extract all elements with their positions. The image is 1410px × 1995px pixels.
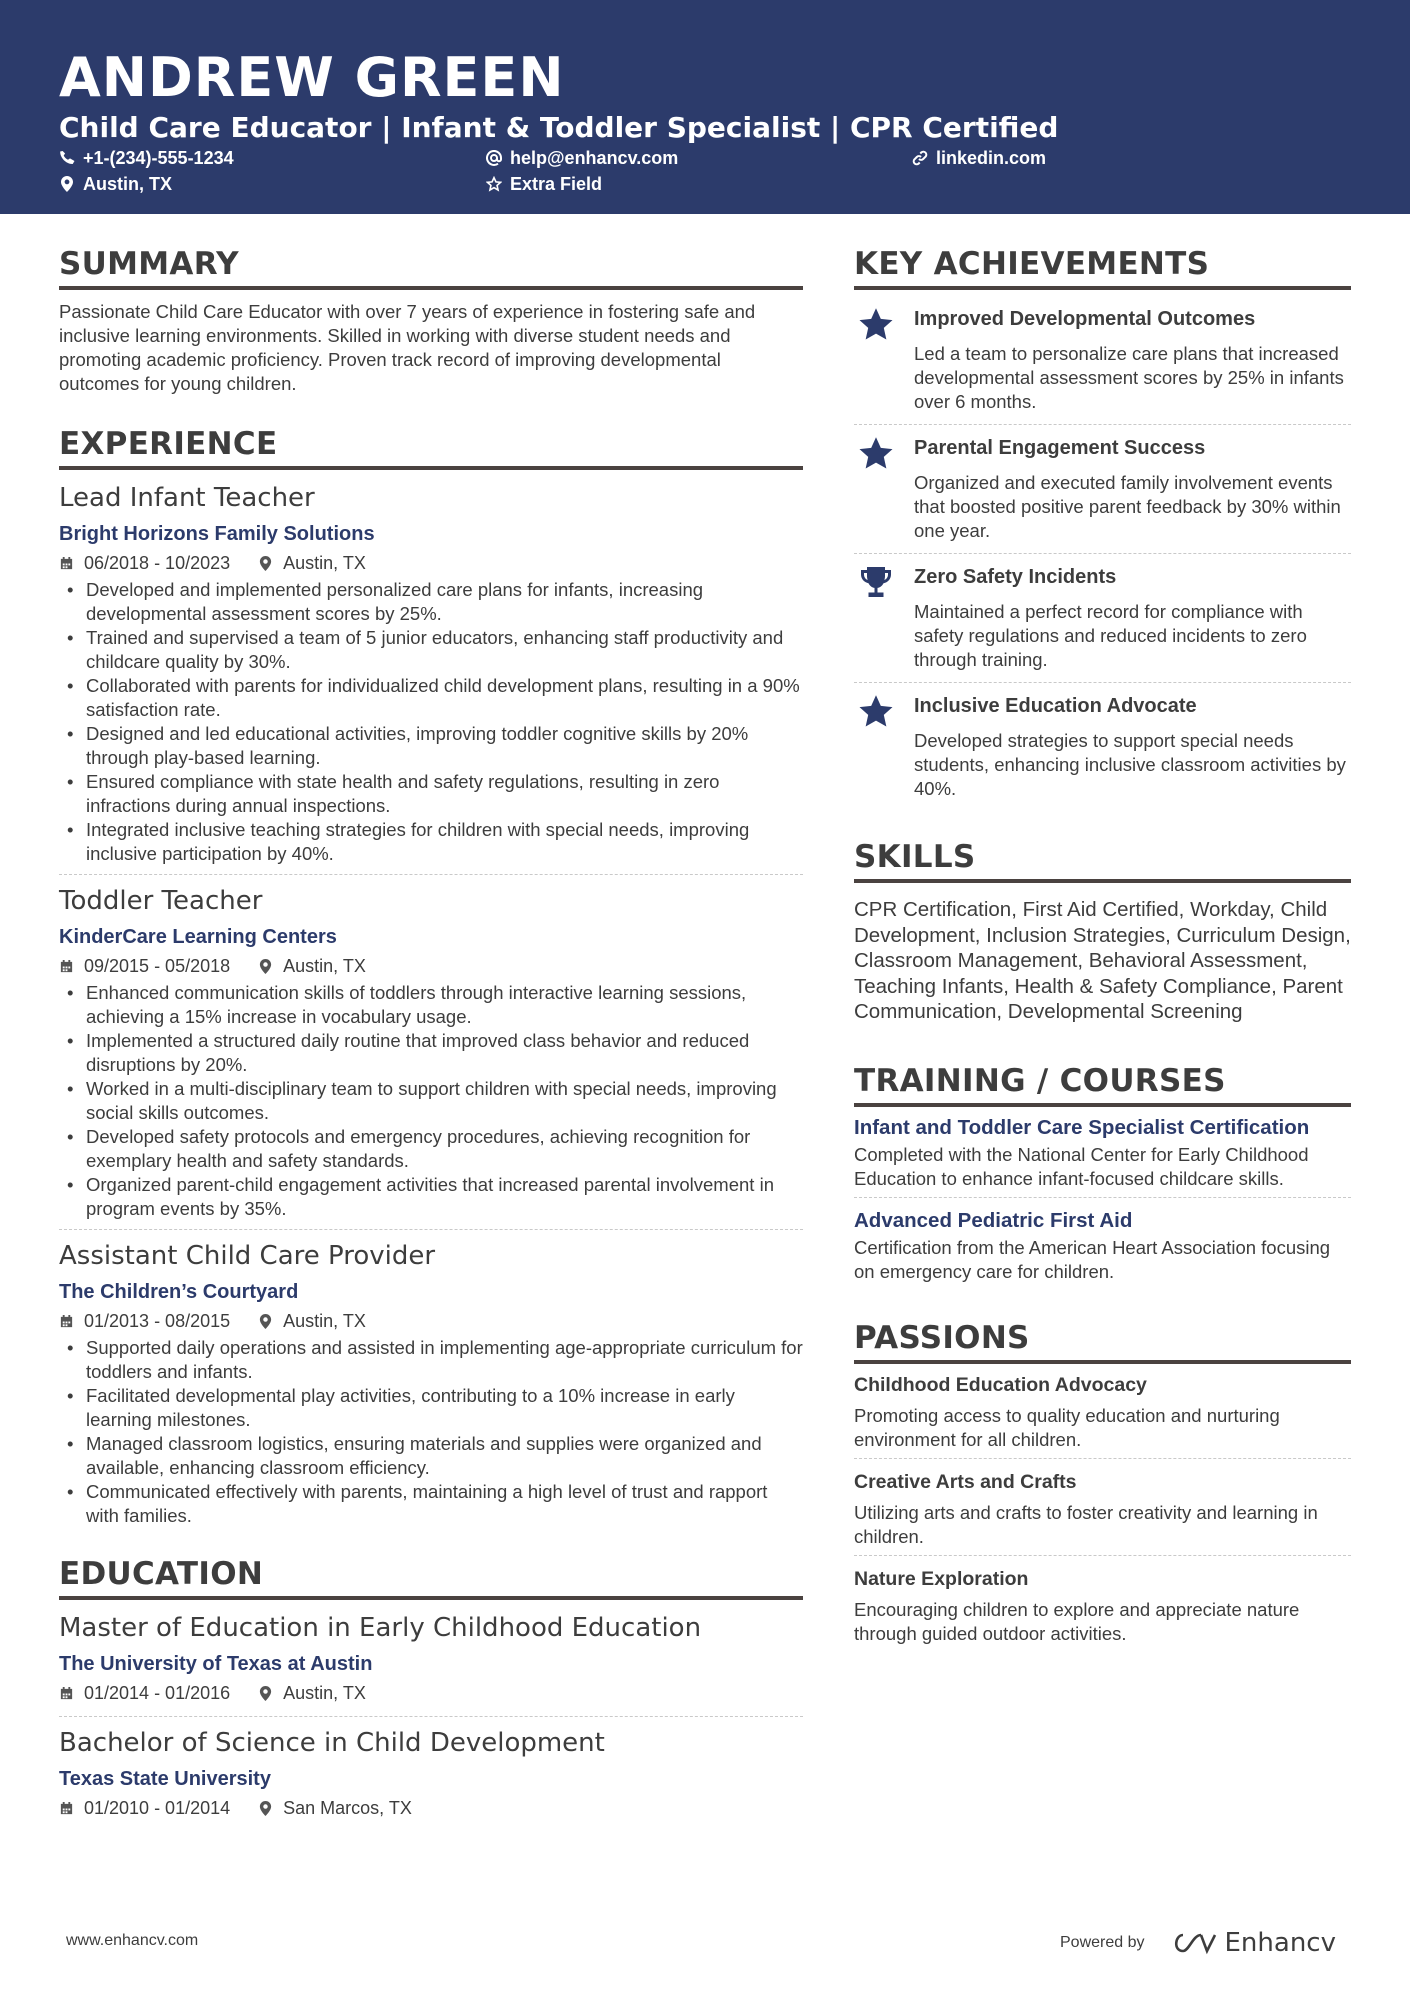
achievement-item [854, 296, 1351, 425]
trophy-icon [858, 564, 894, 600]
job-bullet: • Integrated inclusive teaching strategies for children with special needs, improving inclusive participation by 40%. [59, 818, 803, 866]
job-bullet: • Implemented a structured daily routine that improved class behavior and reduced disruptions by 20%. [59, 1029, 803, 1077]
education-dates-text: 01/2010 - 01/2014 [84, 1798, 231, 1818]
passion-title: Nature Exploration [854, 1567, 1029, 1590]
job-company: Bright Horizons Family Solutions [59, 523, 375, 545]
course-title: Infant and Toddler Care Specialist Certification [854, 1115, 1310, 1139]
contact-location [59, 172, 172, 196]
passion-item [854, 1370, 1351, 1459]
footer-powered-by[interactable] [1060, 1928, 1336, 1958]
job-bullet: • Developed safety protocols and emergency procedures, achieving recognition for exemplary health and safety standards. [59, 1125, 803, 1173]
achievements-section [854, 244, 1351, 811]
job-bullets [59, 1336, 803, 1528]
summary-heading: SUMMARY [59, 244, 803, 290]
job-location [258, 953, 366, 979]
right-column [854, 244, 1351, 1660]
education-heading: EDUCATION [59, 1554, 803, 1600]
calendar-icon [59, 959, 74, 974]
achievement-item [854, 425, 1351, 554]
job-dates [59, 953, 230, 979]
skills-heading: SKILLS [854, 837, 1351, 883]
job-bullet: • Supported daily operations and assisted in implementing age-appropriate curriculum for toddlers and infants. [59, 1336, 803, 1384]
job-company: KinderCare Learning Centers [59, 926, 337, 948]
enhancv-brand-text: Enhancv [1224, 1928, 1336, 1958]
education-school: Texas State University [59, 1768, 271, 1790]
job-role: Assistant Child Care Provider [59, 1241, 436, 1271]
resume-header [0, 0, 1410, 214]
achievement-desc: Led a team to personalize care plans that increased developmental assessment scores by 25% in infants over 6 months. [914, 343, 1344, 412]
passions-heading: PASSIONS [854, 1318, 1351, 1364]
job-bullet: • Enhanced communication skills of toddlers through interactive learning sessions, achieving a 15% increase in vocabulary usage. [59, 981, 803, 1029]
education-dates [59, 1795, 230, 1821]
education-section [59, 1554, 803, 1831]
job-bullet: • Ensured compliance with state health and safety regulations, resulting in zero infractions during annual inspections. [59, 770, 803, 818]
passion-item [854, 1564, 1351, 1652]
passion-desc: Utilizing arts and crafts to foster creativity and learning in children. [854, 1501, 1318, 1547]
location-pin-icon [258, 1314, 273, 1329]
passions-section [854, 1318, 1351, 1652]
job-bullet: • Designed and led educational activities, improving toddler cognitive skills by 20% through play-based learning. [59, 722, 803, 770]
email-text: help@enhancv.com [510, 148, 679, 168]
location-pin-icon [258, 1801, 273, 1816]
job-bullet: • Communicated effectively with parents, maintaining a high level of trust and rapport with families. [59, 1480, 803, 1528]
star-icon [858, 693, 894, 729]
job-bullets [59, 981, 803, 1221]
education-location [258, 1680, 366, 1706]
job-role: Lead Infant Teacher [59, 483, 315, 513]
job-bullet: • Managed classroom logistics, ensuring materials and supplies were organized and available, enhancing classroom efficiency. [59, 1432, 803, 1480]
achievement-title: Inclusive Education Advocate [914, 695, 1197, 717]
star-icon [858, 435, 894, 471]
candidate-title: Child Care Educator | Infant & Toddler Specialist | CPR Certified [59, 111, 1059, 144]
achievement-item [854, 683, 1351, 811]
location-text: Austin, TX [83, 174, 172, 194]
contact-linkedin[interactable] [912, 146, 1046, 170]
extra-field-text: Extra Field [510, 174, 603, 194]
job-location-text: Austin, TX [283, 1311, 366, 1331]
job-dates [59, 550, 230, 576]
education-dates [59, 1680, 230, 1706]
job-bullet: • Trained and supervised a team of 5 junior educators, enhancing staff productivity and childcare quality by 30%. [59, 626, 803, 674]
job-entry [59, 883, 803, 1230]
job-bullet: • Facilitated developmental play activities, contributing to a 10% increase in early learning milestones. [59, 1384, 803, 1432]
job-meta [59, 550, 803, 576]
achievement-desc: Maintained a perfect record for compliance with safety regulations and reduced incidents to zero through training. [914, 601, 1307, 670]
left-column [59, 244, 803, 1839]
skills-section [854, 837, 1351, 1025]
course-desc: Certification from the American Heart Association focusing on emergency care for children. [854, 1236, 1331, 1282]
job-bullet: • Developed and implemented personalized care plans for infants, increasing developmental assessment scores by 25%. [59, 578, 803, 626]
education-location-text: Austin, TX [283, 1683, 366, 1703]
achievement-title: Zero Safety Incidents [914, 566, 1117, 588]
passion-title: Childhood Education Advocacy [854, 1373, 1147, 1396]
job-location [258, 550, 366, 576]
course-item [854, 1206, 1351, 1290]
location-pin-icon [258, 556, 273, 571]
calendar-icon [59, 556, 74, 571]
experience-heading: EXPERIENCE [59, 424, 803, 470]
achievement-title: Improved Developmental Outcomes [914, 308, 1256, 330]
contact-extra [486, 172, 602, 196]
education-location-text: San Marcos, TX [283, 1798, 412, 1818]
job-meta [59, 1308, 803, 1334]
education-dates-text: 01/2014 - 01/2016 [84, 1683, 231, 1703]
star-outline-icon [486, 176, 502, 192]
job-entry [59, 1238, 803, 1536]
job-bullet: • Worked in a multi-disciplinary team to support children with special needs, improving social skills outcomes. [59, 1077, 803, 1125]
passion-title: Creative Arts and Crafts [854, 1470, 1077, 1493]
calendar-icon [59, 1801, 74, 1816]
location-pin-icon [258, 1686, 273, 1701]
job-location-text: Austin, TX [283, 956, 366, 976]
footer-website[interactable]: www.enhancv.com [66, 1932, 199, 1949]
achievement-desc: Developed strategies to support special needs students, enhancing inclusive classroom activities by 40%. [914, 730, 1346, 799]
education-degree: Master of Education in Early Childhood Education [59, 1613, 702, 1643]
skills-text: CPR Certification, First Aid Certified, Workday, Child Development, Inclusion Strategies, Curriculum Design, Classroom Management, Behavioral Assessment, Teaching Infants, Health & Safety Compliance, Parent Communication, Developmental Screening [854, 898, 1351, 1023]
job-dates-text: 09/2015 - 05/2018 [84, 956, 231, 976]
location-pin-icon [59, 176, 75, 192]
job-dates-text: 01/2013 - 08/2015 [84, 1311, 231, 1331]
summary-section [59, 244, 803, 396]
calendar-icon [59, 1314, 74, 1329]
calendar-icon [59, 1686, 74, 1701]
achievement-item [854, 554, 1351, 683]
enhancv-logo [1171, 1928, 1336, 1958]
job-dates [59, 1308, 230, 1334]
link-icon [912, 150, 928, 166]
course-item [854, 1113, 1351, 1198]
passion-item [854, 1467, 1351, 1556]
job-entry [59, 480, 803, 875]
contact-email[interactable] [486, 146, 678, 170]
achievement-title: Parental Engagement Success [914, 437, 1206, 459]
job-bullet: • Collaborated with parents for individualized child development plans, resulting in a 90% satisfaction rate. [59, 674, 803, 722]
education-school: The University of Texas at Austin [59, 1653, 373, 1675]
education-location [258, 1795, 412, 1821]
education-meta [59, 1680, 803, 1706]
contact-phone[interactable] [59, 146, 234, 170]
course-title: Advanced Pediatric First Aid [854, 1208, 1133, 1232]
phone-icon [59, 150, 75, 166]
job-dates-text: 06/2018 - 10/2023 [84, 553, 231, 573]
powered-by-label: Powered by [1060, 1934, 1145, 1951]
education-degree: Bachelor of Science in Child Development [59, 1728, 605, 1758]
passion-desc: Promoting access to quality education and nurturing environment for all children. [854, 1404, 1280, 1450]
education-entry [59, 1610, 803, 1717]
job-bullets [59, 578, 803, 866]
education-entry [59, 1725, 803, 1831]
job-location-text: Austin, TX [283, 553, 366, 573]
star-icon [858, 306, 894, 342]
achievements-heading: KEY ACHIEVEMENTS [854, 244, 1351, 290]
location-pin-icon [258, 959, 273, 974]
enhancv-logo-icon [1171, 1931, 1217, 1955]
job-role: Toddler Teacher [59, 886, 263, 916]
job-bullet: • Organized parent-child engagement activities that increased parental involvement in program events by 35%. [59, 1173, 803, 1221]
training-section [854, 1061, 1351, 1290]
job-location [258, 1308, 366, 1334]
phone-text: +1-(234)-555-1234 [83, 148, 234, 168]
linkedin-text: linkedin.com [936, 148, 1047, 168]
achievement-desc: Organized and executed family involvement events that boosted positive parent feedback by 30% within one year. [914, 472, 1341, 541]
candidate-name: ANDREW GREEN [59, 46, 565, 109]
passion-desc: Encouraging children to explore and appreciate nature through guided outdoor activities. [854, 1598, 1300, 1644]
experience-section [59, 424, 803, 1536]
course-desc: Completed with the National Center for Early Childhood Education to enhance infant-focused childcare skills. [854, 1143, 1309, 1189]
training-heading: TRAINING / COURSES [854, 1061, 1351, 1107]
job-company: The Children’s Courtyard [59, 1281, 299, 1303]
education-meta [59, 1795, 803, 1821]
job-meta [59, 953, 803, 979]
at-icon [486, 150, 502, 166]
summary-text: Passionate Child Care Educator with over 7 years of experience in fostering safe and inclusive learning environments. Skilled in working with diverse student needs and promoting academic proficiency. Proven track record of improving developmental outcomes for young children. [59, 301, 756, 394]
